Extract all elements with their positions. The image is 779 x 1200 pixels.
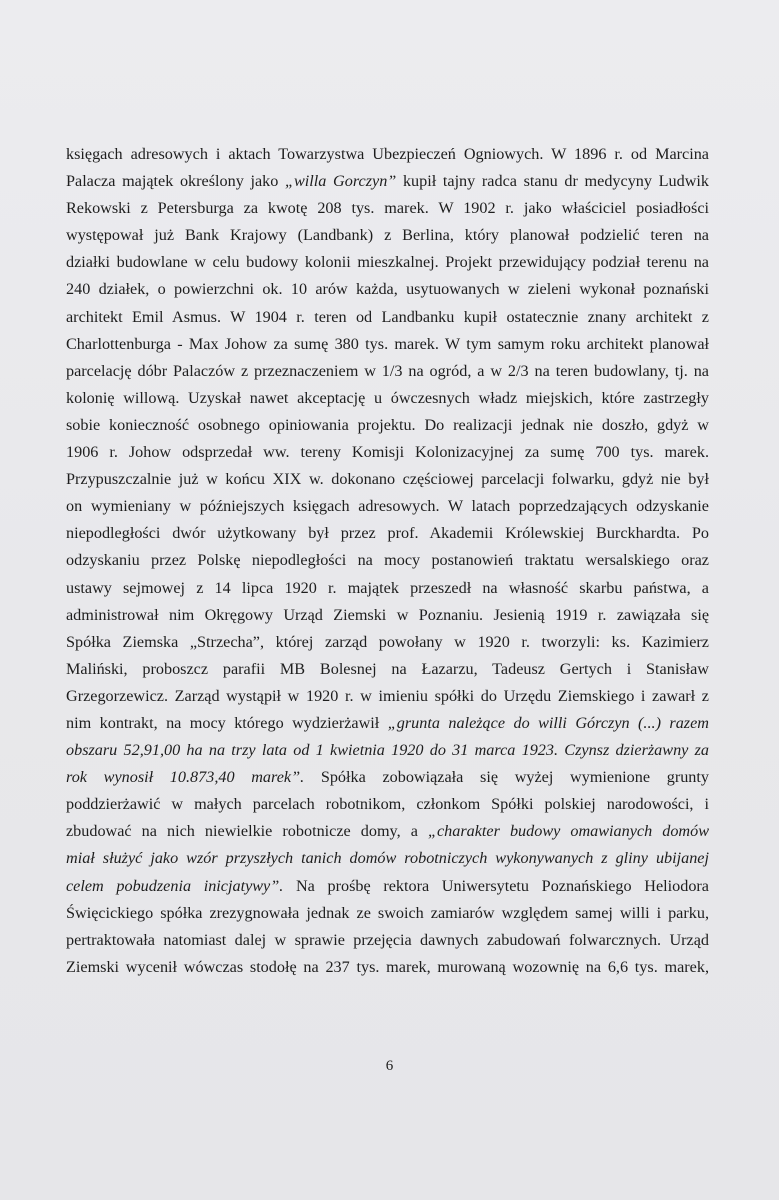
text-line <box>66 547 709 574</box>
text-run: księgach adresowych i aktach Towarzystwa Ubezpieczeń Ogniowych. W 1896 r. od Marcina <box>66 145 709 163</box>
text-run: administrował nim Okręgowy Urząd Ziemski w Poznaniu. Jesienią 1919 r. zawiązała się <box>66 605 709 624</box>
text-run: Grzegorzewicz. Zarząd wystąpił w 1920 r. w imieniu spółki do Urzędu Ziemskiego i zawarł z <box>66 686 709 705</box>
text-line <box>66 656 709 683</box>
text-run: pertraktowała natomiast dalej w sprawie przejęcia dawnych zabudowań folwarcznych. Urząd <box>66 930 709 949</box>
text-run: kupił tajny radca stanu dr medycyny Ludwik <box>396 172 709 191</box>
text-run: kolonię willową. Uzyskał nawet akceptację u ówczesnych władz miejskich, które zastrzegły <box>66 388 709 407</box>
text-line <box>66 466 709 493</box>
text-line <box>66 385 709 412</box>
text-run: Ziemski wycenił wówczas stodołę na 237 tys. marek, murowaną wozownię na 6,6 tys. marek, <box>66 957 709 976</box>
italic-quote: „charakter budowy omawianych domów <box>427 822 709 841</box>
text-run: odzyskaniu przez Polskę niepodległości na mocy postanowień traktatu wersalskiego oraz <box>66 551 709 570</box>
text-run: Przypuszczalnie już w końcu XIX w. dokonano częściowej parcelacji folwarku, gdyż nie był <box>66 470 709 489</box>
text-run: Spółka Ziemska „Strzecha”, której zarząd powołany w 1920 r. tworzyli: ks. Kazimierz <box>66 632 709 651</box>
italic-quote: obszaru 52,91,00 ha na trzy lata od 1 kwietnia 1920 do 31 marca 1923. Czynsz dzierżawny za <box>66 741 709 760</box>
text-line <box>66 249 709 276</box>
text-run: 240 działek, o powierzchni ok. 10 arów każda, usytuowanych w zieleni wykonał poznański <box>66 280 709 299</box>
text-run: parcelację dóbr Palaczów z przeznaczeniem w 1/3 na ogród, a w 2/3 na teren budowlany, tj. na <box>66 361 709 380</box>
text-run: sobie konieczność osobnego opiniowania projektu. Do realizacji jednak nie doszło, gdyż w <box>66 415 709 434</box>
text-run: Święcickiego spółka zrezygnowała jednak ze swoich zamiarów względem samej willi i parku, <box>66 903 709 922</box>
italic-quote: rok wynosił 10.873,40 marek”. <box>66 768 305 787</box>
text-line <box>66 710 709 737</box>
text-run: Spółka zobowiązała się wyżej wymienione grunty <box>304 768 709 787</box>
text-line <box>66 304 709 331</box>
body-text <box>66 141 709 981</box>
text-line <box>66 873 709 900</box>
text-run: Charlottenburga - Max Johow za sumę 380 tys. marek. W tym samym roku architekt planował <box>66 334 709 353</box>
text-line <box>66 439 709 466</box>
text-line <box>66 791 709 818</box>
text-line <box>66 845 709 872</box>
italic-quote: „grunta należące do willi Górczyn (...) razem <box>387 713 709 732</box>
italic-quote: celem pobudzenia inicjatywy”. <box>66 876 284 895</box>
text-line <box>66 575 709 602</box>
text-line <box>66 493 709 520</box>
text-line <box>66 331 709 358</box>
text-run: Na prośbę rektora Uniwersytetu Poznańskiego Heliodora <box>283 876 709 895</box>
page-number: 6 <box>385 1058 394 1074</box>
text-line <box>66 900 709 927</box>
text-line <box>66 954 709 981</box>
text-run: Rekowski z Petersburga za kwotę 208 tys. marek. W 1902 r. jako właściciel posiadłości <box>66 199 709 218</box>
text-run: 1906 r. Johow odsprzedał ww. tereny Komisji Kolonizacyjnej za sumę 700 tys. marek. <box>66 443 709 462</box>
text-run: Palacza majątek określony jako <box>66 172 285 191</box>
text-line <box>66 520 709 547</box>
text-line <box>66 195 709 222</box>
text-line <box>66 602 709 629</box>
text-line <box>66 818 709 845</box>
text-run: zbudować na nich niewielkie robotnicze domy, a <box>66 822 428 841</box>
italic-quote: miał służyć jako wzór przyszłych tanich domów robotniczych wykonywanych z gliny ubijanej <box>66 849 709 868</box>
text-line <box>66 141 709 168</box>
text-run: on wymieniany w późniejszych księgach adresowych. W latach poprzedzających odzyskanie <box>66 497 709 516</box>
text-line <box>66 222 709 249</box>
text-line <box>66 737 709 764</box>
text-run: działki budowlane w celu budowy kolonii mieszkalnej. Projekt przewidujący podział terenu na <box>66 253 709 272</box>
text-run: nim kontrakt, na mocy którego wydzierżawił <box>66 713 388 732</box>
text-run: niepodległości dwór użytkowany był przez prof. Akademii Królewskiej Burckhardta. Po <box>66 524 709 543</box>
text-run: Maliński, proboszcz parafii MB Bolesnej na Łazarzu, Tadeusz Gertych i Stanisław <box>66 659 709 678</box>
text-line <box>66 276 709 303</box>
text-line <box>66 927 709 954</box>
text-run: architekt Emil Asmus. W 1904 r. teren od Landbanku kupił ostatecznie znany architekt z <box>66 307 709 326</box>
text-line <box>66 764 709 791</box>
text-run: ustawy sejmowej z 14 lipca 1920 r. majątek przeszedł na własność skarbu państwa, a <box>66 578 709 597</box>
text-line <box>66 168 709 195</box>
text-run: występował już Bank Krajowy (Landbank) z Berlina, który planował podzielić teren na <box>66 226 709 245</box>
text-line <box>66 629 709 656</box>
italic-quote: „willa Gorczyn” <box>285 172 397 191</box>
text-line <box>66 358 709 385</box>
text-line <box>66 412 709 439</box>
text-line <box>66 683 709 710</box>
text-run: poddzierżawić w małych parcelach robotnikom, członkom Spółki polskiej narodowości, i <box>66 795 709 814</box>
